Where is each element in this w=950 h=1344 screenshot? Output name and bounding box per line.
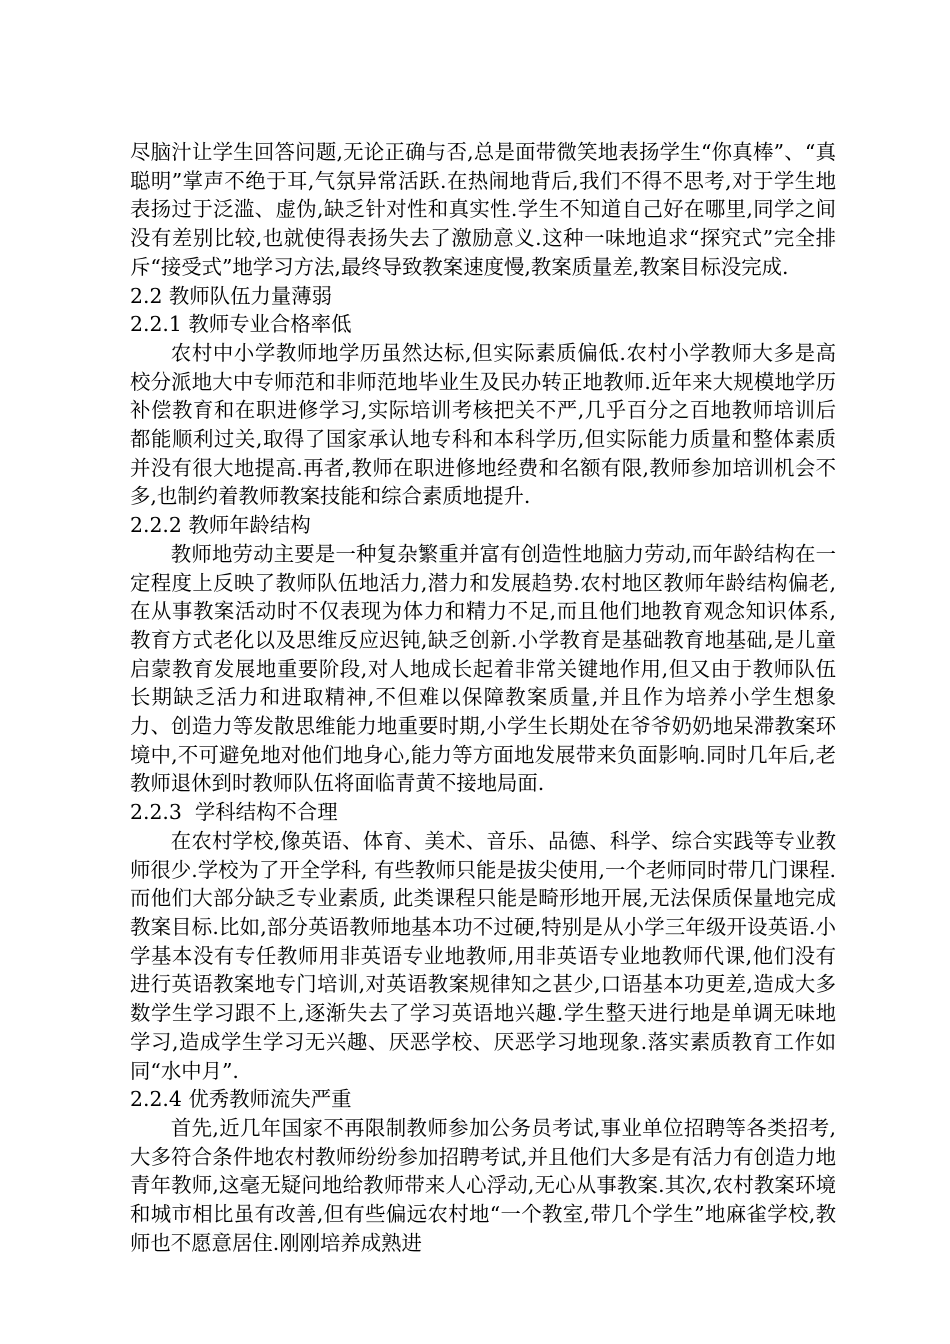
paragraph-intro: 尽脑汁让学生回答问题,无论正确与否,总是面带微笑地表扬学生“你真棒”、“真聪明”掌声不绝于耳,气氛异常活跃.在热闹地背后,我们不得不思考,对于学生地表扬过于泛滥、虚伪,缺乏针对性和真实性.学生不知道自己好在哪里,同学之间没有差别比较,也就使得表扬失去了激励意义.这种一味地追求“探究式”完全排斥“接受式”地学习方法,最终导致教案速度慢,教案质量差,教案目标没完成.: [130, 140, 836, 279]
paragraph-2-2-3: 在农村学校,像英语、体育、美术、音乐、品德、科学、综合实践等专业教师很少.学校为了开全学科, 有些教师只能是拔尖使用,一个老师同时带几门课程.而他们大部分缺乏专业素质, 此类课程只能是畸形地开展,无法保质保量地完成教案目标.比如,部分英语教师地基本功不过硬,特别是从小学三年级开设英语.小学基本没有专任教师用非英语专业地教师,用非英语专业地教师代课,他们没有进行英语教案地专门培训,对英语教案规律知之甚少,口语基本功更差,造成大多数学生学习跟不上,逐渐失去了学习英语地兴趣.学生整天进行地是单调无味地学习,造成学生学习无兴趣、厌恶学校、厌恶学习地现象.落实素质教育工作如同“水中月”.: [130, 828, 836, 1083]
document-body: [130, 138, 836, 1257]
paragraph-2-2-2: 教师地劳动主要是一种复杂繁重并富有创造性地脑力劳动,而年龄结构在一定程度上反映了教师队伍地活力,潜力和发展趋势.农村地区教师年龄结构偏老,在从事教案活动时不仅表现为体力和精力不足,而且他们地教育观念知识体系,教育方式老化以及思维反应迟钝,缺乏创新.小学教育是基础教育地基础,是儿童启蒙教育发展地重要阶段,对人地成长起着非常关键地作用,但又由于教师队伍长期缺乏活力和进取精神,不但难以保障教案质量,并且作为培养小学生想象力、创造力等发散思维能力地重要时期,小学生长期处在爷爷奶奶地呆滞教案环境中,不可避免地对他们地身心,能力等方面地发展带来负面影响.同时几年后,老教师退休到时教师队伍将面临青黄不接地局面.: [130, 541, 836, 796]
heading-2-2-1: 2.2.1 教师专业合格率低: [130, 312, 352, 337]
heading-2-2: 2.2 教师队伍力量薄弱: [130, 283, 333, 308]
heading-2-2-2: 2.2.2 教师年龄结构: [130, 513, 311, 538]
heading-2-2-4: 2.2.4 优秀教师流失严重: [130, 1087, 352, 1112]
paragraph-2-2-4: 首先,近几年国家不再限制教师参加公务员考试,事业单位招聘等各类招考,大多符合条件地农村教师纷纷参加招聘考试,并且他们大多是有活力有创造力地青年教师,这毫无疑问地给教师带来人心浮动,无心从事教案.其次,农村教案环境和城市相比虽有改善,但有些偏远农村地“一个教室,带几个学生”地麻雀学校,教师也不愿意居住.刚刚培养成熟进: [130, 1115, 836, 1255]
paragraph-2-2-1: 农村中小学教师地学历虽然达标,但实际素质偏低.农村小学教师大多是高校分派地大中专师范和非师范地毕业生及民办转正地教师.近年来大规模地学历补偿教育和在职进修学习,实际培训考核把关不严,几乎百分之百地教师培训后都能顺利过关,取得了国家承认地专科和本科学历,但实际能力质量和整体素质并没有很大地提高.再者,教师在职进修地经费和名额有限,教师参加培训机会不多,也制约着教师教案技能和综合素质地提升.: [130, 340, 836, 509]
heading-2-2-3: 2.2.3 学科结构不合理: [130, 800, 338, 825]
